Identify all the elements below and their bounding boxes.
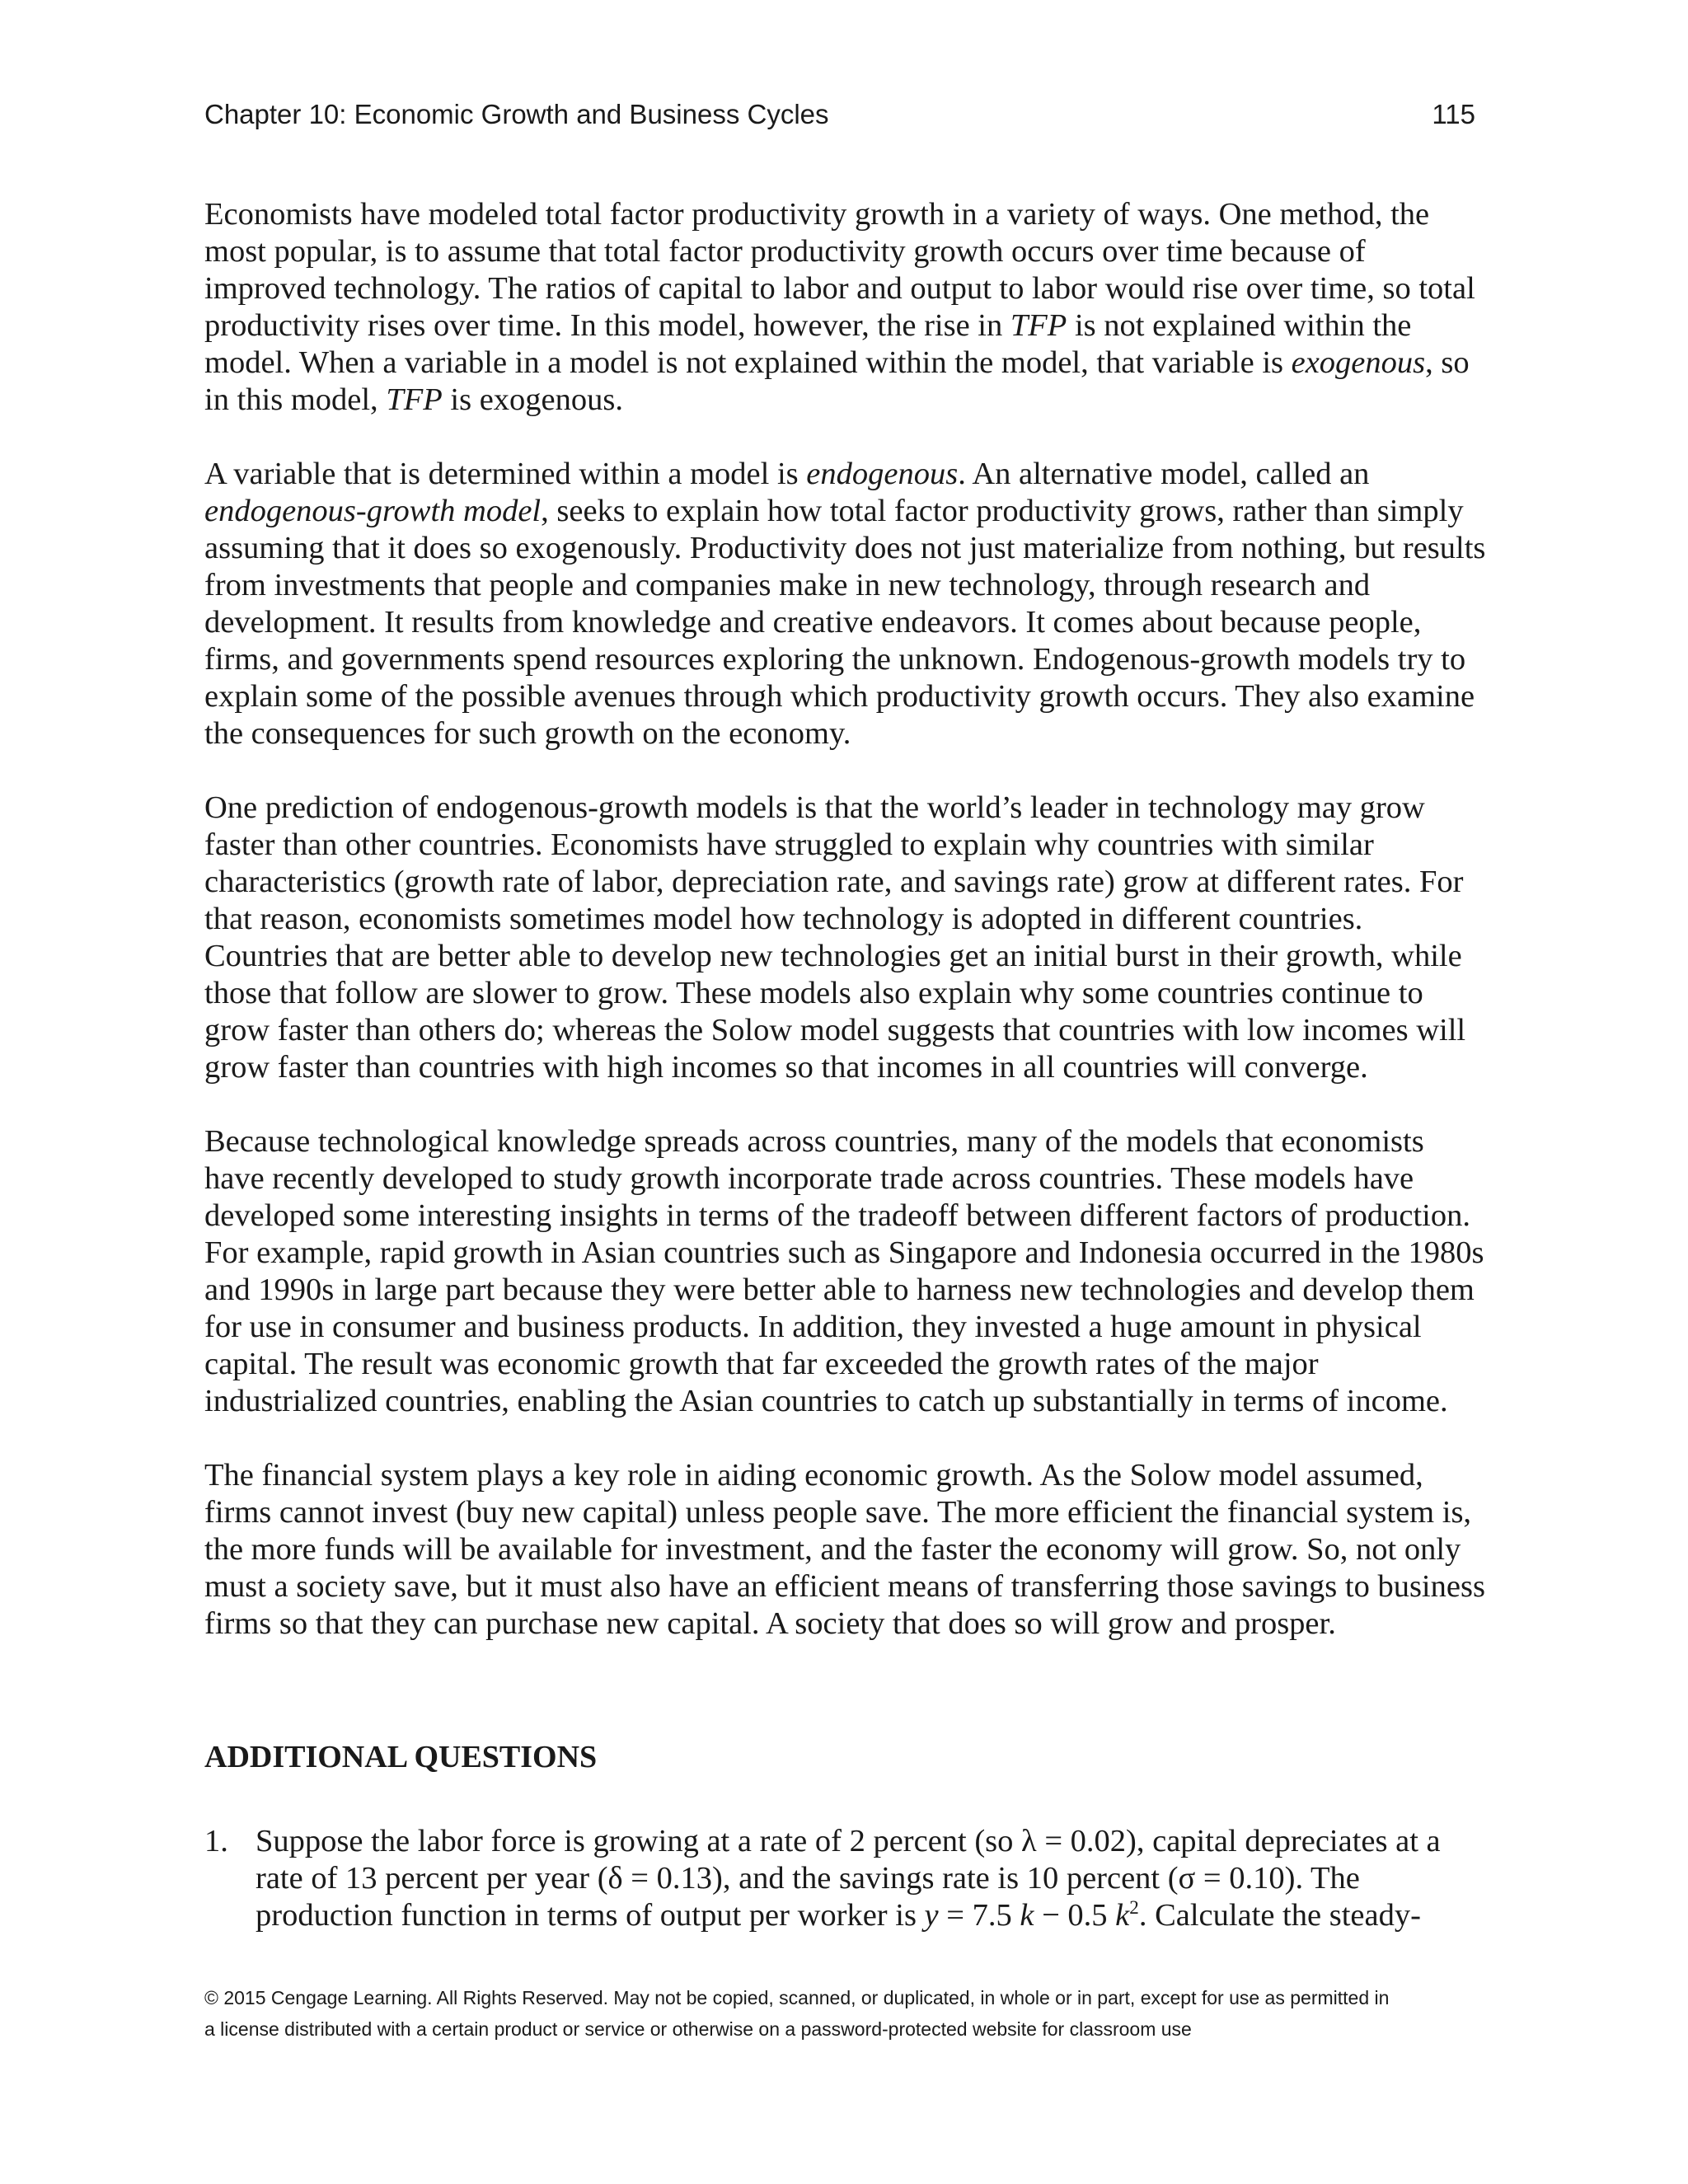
italic-text: k (1115, 1898, 1130, 1933)
superscript-text: 2 (1129, 1896, 1139, 1919)
text-run: = 7.5 (938, 1898, 1020, 1933)
page-header (204, 99, 1475, 130)
question-list (204, 1823, 1490, 1934)
text-run: Economists have modeled total factor productivity growth in a variety of ways. One method, the most popular, is to assume that total factor productivity growth occurs over time because of improved technology. The ratios of capital to labor and output to labor would rise over time, so total productivity rises over time. In this model, however, the rise in (204, 197, 1475, 343)
text-run: . Calculate the steady- (1138, 1898, 1421, 1933)
copyright-footer (204, 1982, 1490, 2045)
section-heading: ADDITIONAL QUESTIONS (204, 1740, 598, 1774)
text-run: A variable that is determined within a model is (204, 457, 807, 491)
italic-text: TFP (1010, 308, 1067, 343)
paragraph (204, 456, 1490, 752)
italic-text: endogenous-growth model (204, 494, 542, 528)
paragraph (204, 196, 1490, 419)
page-number: 115 (1432, 99, 1475, 129)
text-run: . An alternative model, called an (958, 457, 1370, 491)
copyright-line-2: a license distributed with a certain product or service or otherwise on a password-protected website for classroom use (204, 2018, 1192, 2040)
italic-text: exogenous (1291, 345, 1426, 380)
question-text (256, 1823, 1490, 1934)
text-run: is not explained within the model. When a variable in a model is not explained within the model, that variable is (204, 308, 1412, 380)
chapter-title: Chapter 10: Economic Growth and Business Cycles (204, 99, 829, 129)
italic-text: k (1020, 1898, 1034, 1933)
paragraph (204, 1457, 1490, 1643)
paragraph (204, 790, 1490, 1086)
text-run: Suppose the labor force is growing at a rate of 2 percent (so λ = 0.02), capital depreciates at a rate of 13 percent per year (δ = 0.13), and the savings rate is 10 percent (σ = 0.10). The production function in terms of output per worker is (256, 1824, 1441, 1933)
text-run: One prediction of endogenous-growth models is that the world’s leader in technology may grow faster than other countries. Economists have struggled to explain why countries with similar characteristics (growth rate of labor, depreciation rate, and savings rate) grow at different rates. For that reason, economists sometimes model how technology is adopted in different countries. Countries that are better able to develop new technologies get an initial burst in their growth, while those that follow are slower to grow. These models also explain why some countries continue to grow faster than others do; whereas the Solow model suggests that countries with low incomes will grow faster than countries with high incomes so that incomes in all countries will converge. (204, 790, 1466, 1085)
text-run: − 0.5 (1034, 1898, 1116, 1933)
text-run: , seeks to explain how total factor productivity grows, rather than simply assuming that it does so exogenously. Productivity does not just materialize from nothing, but results from investments that people and companies make in new technology, through research and development. It results from knowledge and creative endeavors. It comes about because people, firms, and governments spend resources exploring the unknown. Endogenous-growth models try to explain some of the possible avenues through which productivity growth occurs. They also examine the consequences for such growth on the economy. (204, 494, 1486, 751)
copyright-line-1: © 2015 Cengage Learning. All Rights Reserved. May not be copied, scanned, or duplicated, in whole or in part, except for use as permitted in (204, 1987, 1390, 2008)
text-run: Because technological knowledge spreads across countries, many of the models that economists have recently developed to study growth incorporate trade across countries. These models have developed some interesting insights in terms of the tradeoff between different factors of production. For example, rapid growth in Asian countries such as Singapore and Indonesia occurred in the 1980s and 1990s in large part because they were better able to harness new technologies and develop them for use in consumer and business products. In addition, they invested a huge amount in physical capital. The result was economic growth that far exceeded the growth rates of the major industrialized countries, enabling the Asian countries to catch up substantially in terms of income. (204, 1124, 1484, 1418)
italic-text: TFP (386, 382, 443, 417)
body-text (204, 196, 1490, 1643)
text-run: The financial system plays a key role in aiding economic growth. As the Solow model assumed, firms cannot invest (buy new capital) unless people save. The more efficient the financial system is, the more funds will be available for investment, and the faster the economy will grow. So, not only must a society save, but it must also have an efficient means of transferring those savings to business firms so that they can purchase new capital. A society that does so will grow and prosper. (204, 1458, 1485, 1641)
question-item (204, 1823, 1490, 1934)
paragraph (204, 1123, 1490, 1420)
question-number: 1. (204, 1824, 228, 1858)
text-run: is exogenous. (442, 382, 623, 417)
italic-text: y (924, 1898, 939, 1933)
text-run: , so in this model, (204, 345, 1470, 417)
italic-text: endogenous (806, 457, 959, 491)
